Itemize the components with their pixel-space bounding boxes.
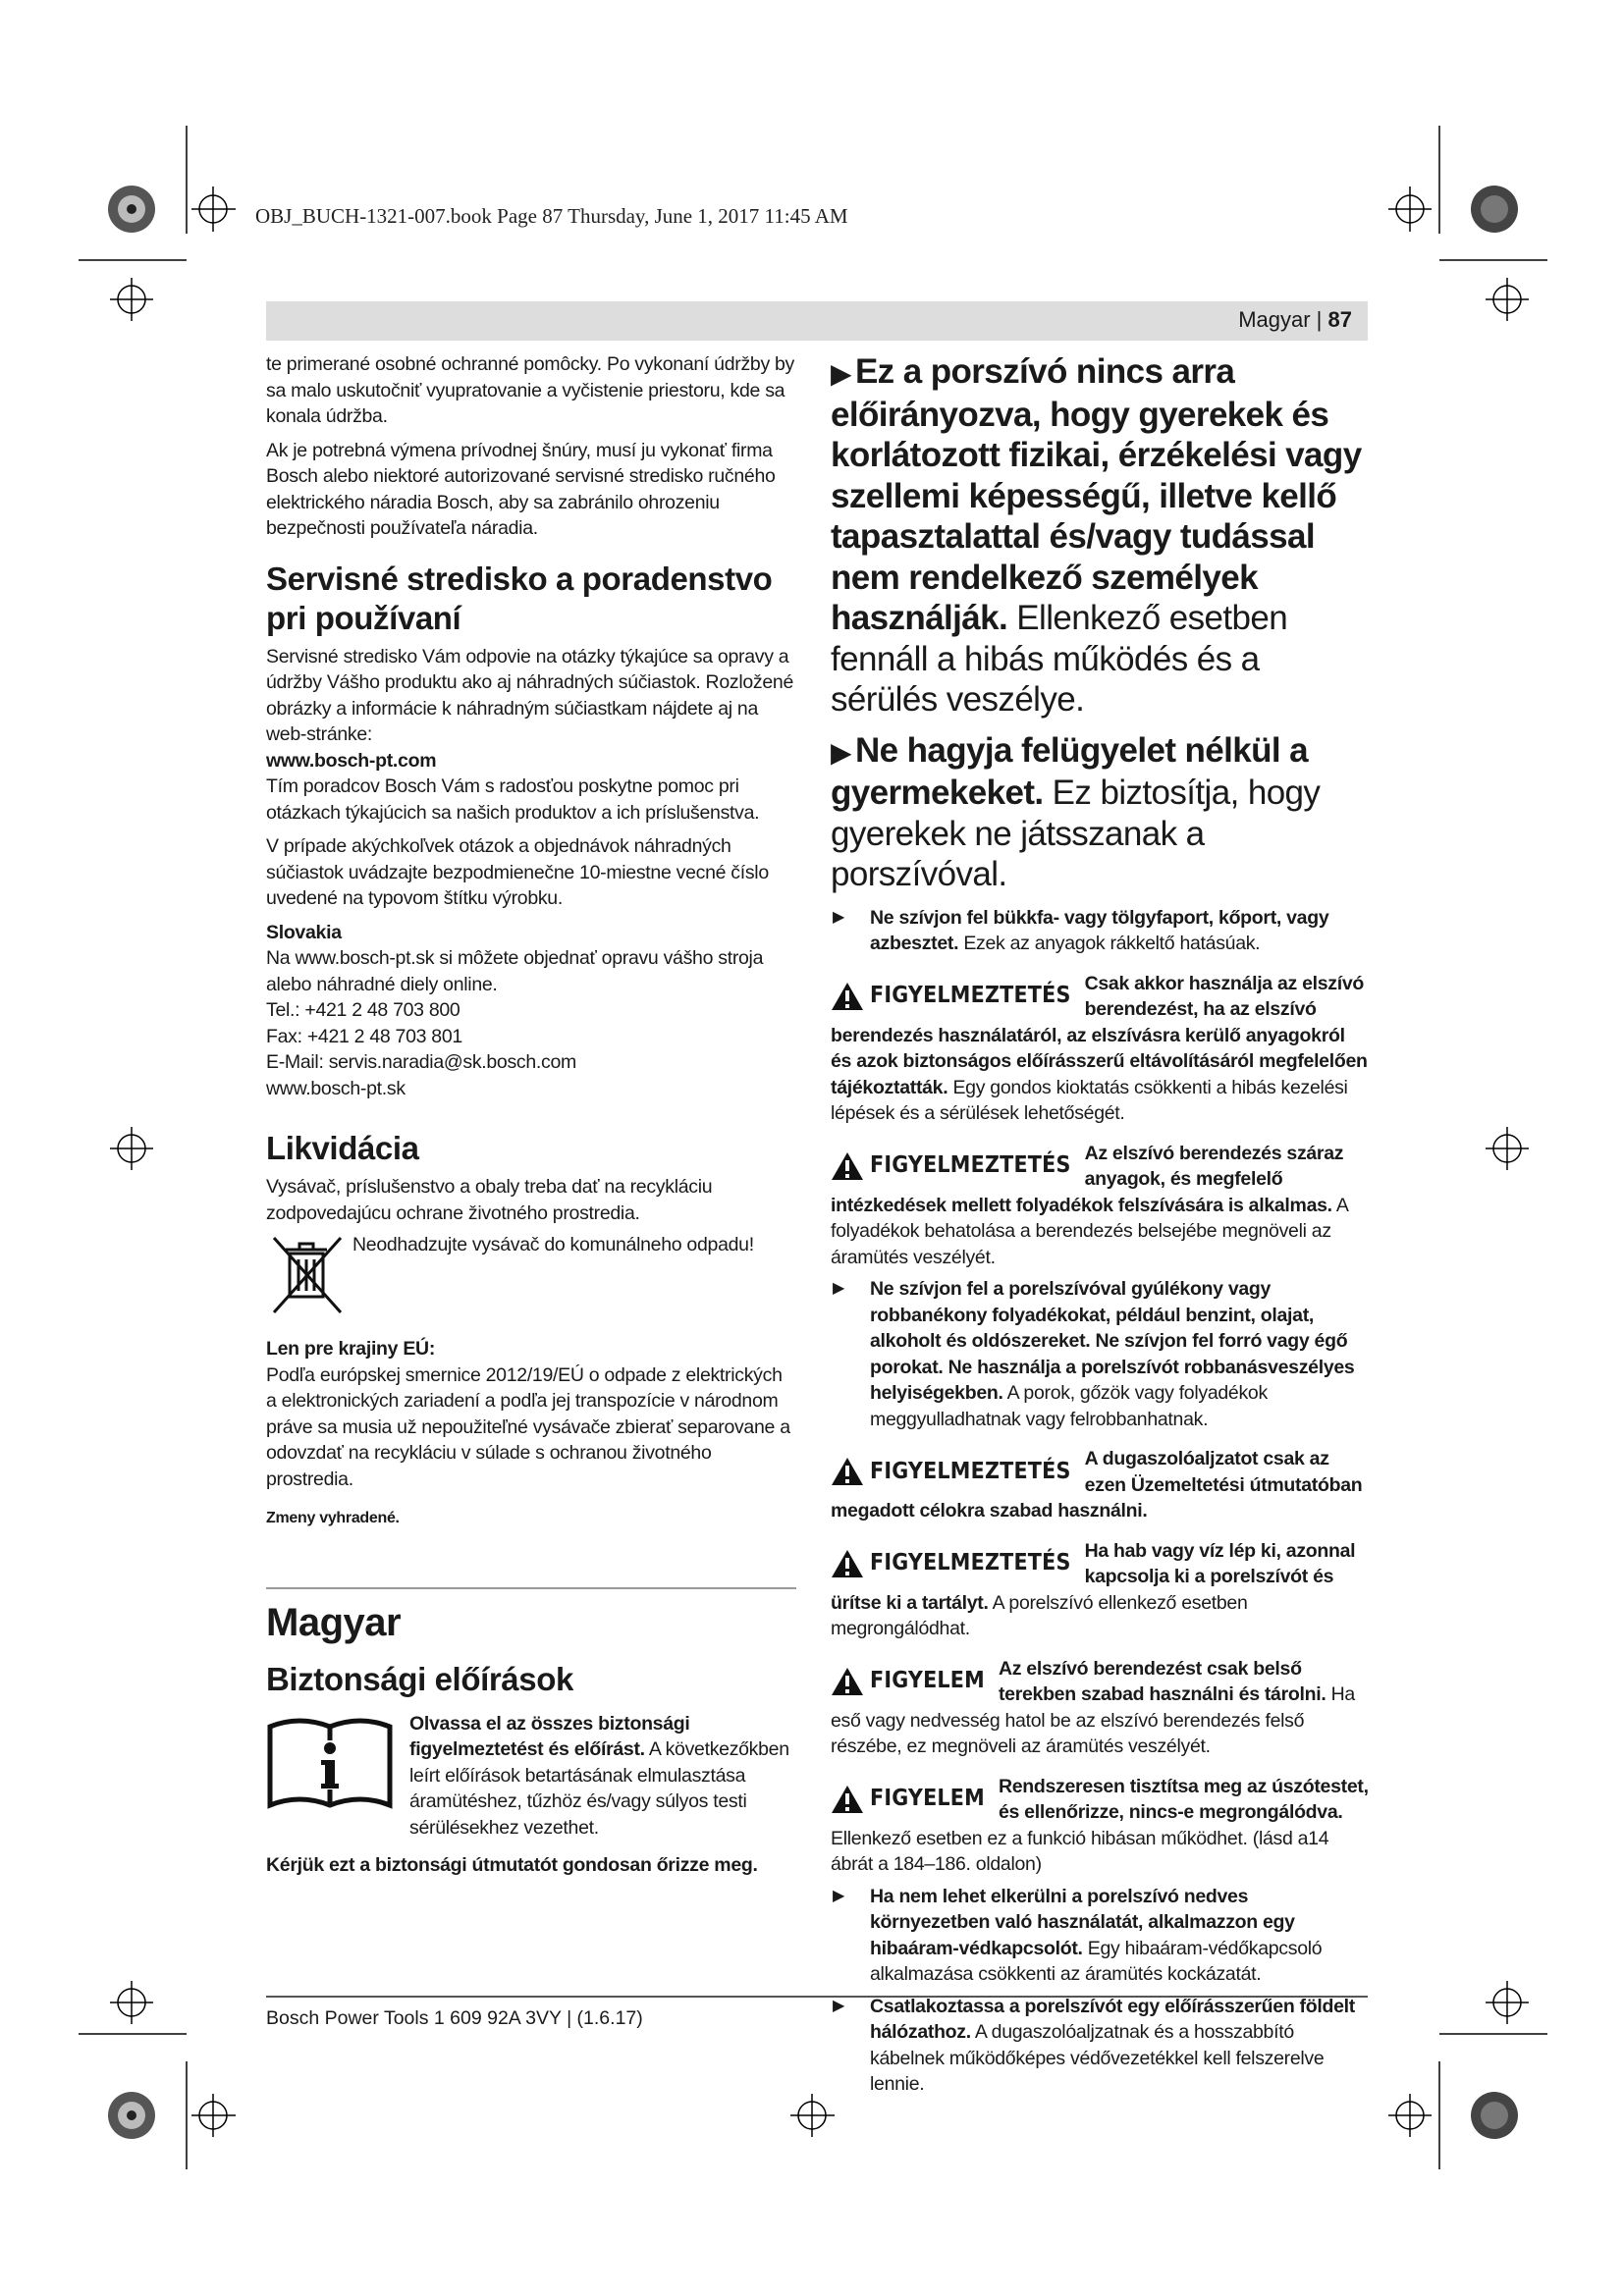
read-manual-row: [266, 1711, 796, 1842]
warning-block: FIGYELMEZTETÉS A dugaszolóaljzatot csak az ezen Üzemeltetési útmutatóban megadott célokra szabad használni.: [831, 1448, 1363, 1522]
bullet-item: ▶ Ne szívjon fel a porelszívóval gyúlékony vagy robbanékony folyadékokat, például benzint, olajat, alkoholt és oldószereket. Ne szívjon fel forró vagy égő porokat. Ne használja a porelszívót robbanásveszélyes helyiségekben. A porok, gőzök vagy folyadékok meggyulladhatnak vagy felrobbanhatnak.: [833, 1278, 1355, 1430]
page-footer: Bosch Power Tools 1 609 92A 3VY | (1.6.17): [266, 1996, 1368, 2030]
warning-triangle-icon: [831, 1785, 864, 1814]
paragraph: Podľa európskej smernice 2012/19/EÚ o odpade z elektrických a elektronických zariadení a podľa jej transpozície v národnom práve sa musia už nepoužiteľné vysávače zbierať separovane a odovzdať na recykláciu v súlade s ochranou životného prostredia.: [266, 1363, 790, 1490]
heading-safety: Biztonsági előírások: [266, 1660, 573, 1697]
caution-label: FIGYELEM: [831, 1778, 985, 1821]
bullet-triangle-icon: ▶: [831, 736, 851, 768]
caution-block: FIGYELEM Az elszívó berendezést csak belső terekben szabad használni és tárolni. Ha eső vagy nedvesség hatol be az elszívó berendezés felső részébe, ez megnöveli az áramütés veszélyét.: [831, 1657, 1355, 1757]
contact-fax: Fax: +421 2 48 703 801: [266, 1025, 462, 1047]
warning-triangle-icon: [831, 1151, 864, 1181]
heading-magyar: Magyar: [266, 1600, 402, 1644]
bin-notice: Neodhadzujte vysávač do komunálneho odpadu!: [352, 1234, 754, 1255]
warning-label: FIGYELMEZTETÉS: [831, 1450, 1071, 1493]
contact-line: Na www.bosch-pt.sk si môžete objednať opravu vášho stroja alebo náhradné diely online.: [266, 947, 764, 995]
warning-triangle-icon: [831, 982, 864, 1011]
warning-label: FIGYELMEZTETÉS: [831, 1145, 1071, 1188]
bullet-triangle-icon: ▶: [833, 908, 845, 926]
caution-block: FIGYELEM Rendszeresen tisztítsa meg az úszótestet, és ellenőrizze, nincs-e megrongálódva. Ellenkező esetben ez a funkció hibásan működhet. (lásd a14 ábrát a 184–186. oldalon): [831, 1775, 1369, 1875]
right-column: [831, 351, 1369, 2104]
eu-title: Len pre krajiny EÚ:: [266, 1338, 436, 1360]
caution-label: FIGYELEM: [831, 1660, 985, 1703]
paragraph: Ak je potrebná výmena prívodnej šnúry, musí ju vykonať firma Bosch alebo niektoré autorizované servisné stredisko ručného elektrického náradia Bosch, aby sa zabránilo ohrozeniu bezpečnosti používateľa náradia.: [266, 439, 776, 539]
read-manual-icon: [266, 1711, 394, 1813]
web-address: www.bosch-pt.com: [266, 749, 437, 772]
paragraph: Vysávač, príslušenstvo a obaly treba dať na recykláciu zodpovedajúcu ochrane životného prostredia.: [266, 1176, 713, 1224]
country-title: Slovakia: [266, 921, 342, 943]
header-section: Magyar: [1238, 307, 1311, 332]
paragraph: Servisné stredisko Vám odpovie na otázky týkajúce sa opravy a údržby Vášho produktu ako aj náhradných súčiastok. Rozložené obrázky a informácie k náhradným súčiastkam nájdete aj na web-stránke:: [266, 645, 793, 745]
section-divider: [266, 1587, 796, 1589]
paragraph: V prípade akýchkoľvek otázok a objednávok náhradných súčiastok uvádzajte bezpodmienečne 10-miestne vecné číslo uvedené na typovom štítku výrobku.: [266, 835, 769, 909]
read-manual-text: Olvassa el az összes biztonsági figyelmeztetést és előírást. A következőkben leírt előírások betartásának elmulasztása áramütéshez, tűzhöz és/vagy súlyos testi sérülésekhez vezethet.: [409, 1712, 789, 1839]
crossed-bin-icon: [266, 1232, 349, 1320]
bullet-triangle-icon: ▶: [833, 1280, 845, 1297]
bullet-item: ▶ Ha nem lehet elkerülni a porelszívó nedves környezetben való használatát, alkalmazzon egy hibaáram-védkapcsolót. Egy hibaáram-védőkapcsoló alkalmazása csökkenti az áramütés kockázatát.: [833, 1885, 1323, 1985]
keep-instructions: Kérjük ezt a biztonsági útmutatót gondosan őrizze meg.: [266, 1854, 758, 1876]
major-warning: ▶ Ez a porszívó nincs arra előirányozva, hogy gyerekek és korlátozott fizikai, érzékelési vagy szellemi képességű, illetve kellő tapasztalattal és/vagy tudással nem rendelkező személyek használják. Ellenkező esetben fennáll a hibás működés és a sérülés veszélye.: [831, 352, 1362, 719]
contact-tel: Tel.: +421 2 48 703 800: [266, 999, 460, 1021]
warning-triangle-icon: [831, 1457, 864, 1486]
heading-service: Servisné stredisko a poradenstvo pri používaní: [266, 560, 773, 636]
paragraph: Tím poradcov Bosch Vám s radosťou poskytne pomoc pri otázkach týkajúcich sa našich produktov a ich príslušenstva.: [266, 775, 760, 824]
page-header: Magyar | 87: [1238, 307, 1352, 332]
page-header-band: [266, 301, 1368, 341]
heading-disposal: Likvidácia: [266, 1130, 419, 1166]
changes-note: Zmeny vyhradené.: [266, 1510, 400, 1526]
contact-site: www.bosch-pt.sk: [266, 1077, 406, 1099]
warning-triangle-icon: [831, 1549, 864, 1578]
bullet-triangle-icon: ▶: [833, 1887, 845, 1904]
left-column: [266, 351, 796, 1879]
major-warning: ▶ Ne hagyja felügyelet nélkül a gyermekeket. Ez biztosítja, hogy gyerekek ne játsszanak a porszívóval.: [831, 730, 1321, 893]
bullet-triangle-icon: ▶: [833, 1997, 845, 2014]
contact-email: E-Mail: servis.naradia@sk.bosch.com: [266, 1051, 576, 1073]
bullet-item: ▶ Csatlakoztassa a porelszívót egy előírásszerűen földelt hálózathoz. A dugaszolóaljzatnak és a hosszabbító kábelnek működőképes védővezetékkel kell felszerelve lennie.: [833, 1995, 1355, 2095]
paragraph: te primerané osobné ochranné pomôcky. Po vykonaní údržby by sa malo uskutočniť vyupratovanie a vyčistenie priestoru, kde sa konala údržba.: [266, 353, 795, 427]
bullet-item: ▶ Ne szívjon fel bükkfa- vagy tölgyfaport, kőport, vagy azbesztet. Ezek az anyagok rákkeltő hatásúak.: [833, 906, 1329, 954]
disposal-row: [266, 1232, 796, 1320]
page-number: 87: [1327, 307, 1352, 332]
warning-label: FIGYELMEZTETÉS: [831, 1542, 1071, 1585]
warning-label: FIGYELMEZTETÉS: [831, 975, 1071, 1018]
warning-block: FIGYELMEZTETÉS Csak akkor használja az elszívó berendezést, ha az elszívó berendezés használatáról, az elszívásra kerülő anyagokról és azok biztonságos előírásszerű eltávolításáról megfelelően tájékoztatták. Egy gondos kioktatás csökkenti a hibás kezelési lépések és a sérülések lehetőségét.: [831, 972, 1368, 1124]
warning-block: FIGYELMEZTETÉS Ha hab vagy víz lép ki, azonnal kapcsolja ki a porelszívót és ürítse ki a tartályt. A porelszívó ellenkező esetben megrongálódhat.: [831, 1539, 1356, 1639]
warning-block: FIGYELMEZTETÉS Az elszívó berendezés száraz anyagok, és megfelelő intézkedések mellett folyadékok felszívására is alkalmas. A folyadékok behatolása a berendezés belsejébe megnöveli az áramütés veszélyét.: [831, 1142, 1348, 1268]
bullet-triangle-icon: ▶: [831, 358, 851, 389]
book-file-header: OBJ_BUCH-1321-007.book Page 87 Thursday, June 1, 2017 11:45 AM: [255, 204, 848, 228]
warning-triangle-icon: [831, 1667, 864, 1696]
